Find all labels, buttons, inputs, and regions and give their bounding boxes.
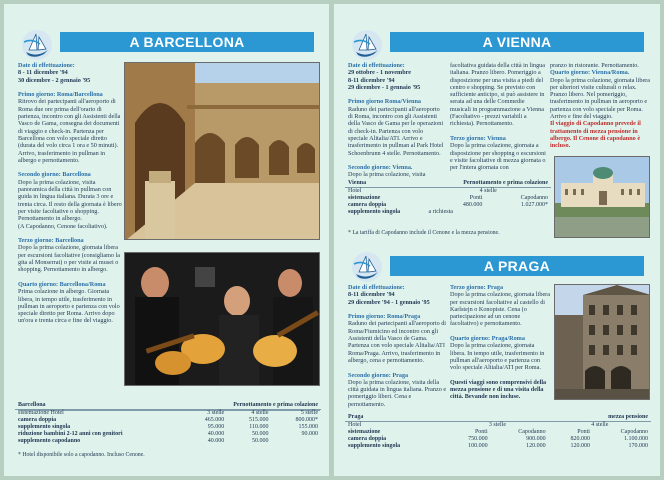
table-caption-row <box>15 402 321 410</box>
praga-day4-heading: Quarto giorno: Praga/Roma <box>450 335 525 343</box>
vienna-day4-heading: Quarto giorno: Vienna/Roma. <box>550 69 630 77</box>
barcelona-price-table <box>15 402 321 445</box>
table-row <box>345 443 651 450</box>
praga-inclusions-note: Questi viaggi sono comprensivi della mezza pensione e di una visita della città. Bevande non incluse. <box>450 378 547 401</box>
table-row-label: sistemazione <box>348 195 381 201</box>
table-row-label: camera doppia <box>348 436 387 442</box>
table-subcol-header: Capodanno <box>520 195 548 201</box>
table-subcol-header: Capodanno <box>518 429 546 435</box>
barcelona-day1-text: Ritrovo dei partecipanti all'aeroporto di Roma due ore prima dell'orario di partenza, incontro con gli Assistenti della Vasco de Gama, consegna dei documenti di viaggio e check-in. Partenza per Barcellona con volo speciale diretto (durata del volo circa 1 ora e 50 minuti). Arrivo, trasferimento in pullman in albergo e pernottamento. <box>18 98 121 164</box>
barcelona-day1-heading: Primo giorno: Roma/Barcellona <box>18 91 103 99</box>
vienna-palace-photo <box>554 156 650 238</box>
table-group-header: 4 stelle <box>591 422 609 428</box>
table-cell: 100.000 <box>468 443 488 449</box>
praga-day1-text: Raduno dei partecipanti all'aeroporto di Roma/Fiumicino ed incontro con gli Assistenti della Vasco de Gama. Partenza con volo speciale Alitalia/ATI Roma/Praga. Arrivo, trasferimento in albergo, cena e pernottamento. <box>348 320 447 364</box>
table-caption-row <box>345 180 551 188</box>
barcelona-footnote: * Hotel disponibile solo a capodanno. Incluso Cenone. <box>18 452 145 458</box>
praga-street-photo <box>554 284 650 400</box>
table-row-label: supplemento singola <box>348 209 401 215</box>
table-col-header: 4 stelle <box>251 410 269 416</box>
table-row-label: sistemazione <box>348 429 381 435</box>
table-caption-left: Vienna <box>345 180 425 188</box>
vienna-dates-heading: Date di effettuazione: <box>348 62 405 69</box>
praga-price-table <box>345 414 651 450</box>
vienna-day1-text: Raduno dei partecipanti all'aeroporto di Roma, incontro con gli Assistenti della Vasco de Gama per le operazioni di check-in. Partenza con volo speciale Alitalia/ATI. Arrivo e trasferimento in pullman al Park Hotel Schoenbrunn 4 stelle. Pernottamento. <box>348 105 444 157</box>
praga-day2-text: Dopo la prima colazione, visita della città guidata in lingua italiana. Pranzo e pomeriggio liberi. Cena e pernottamento. <box>348 378 447 408</box>
table-row <box>15 438 321 445</box>
vienna-itinerary-col2 <box>450 62 546 171</box>
vienna-col2-text: facoltativa guidata della città in lingua italiana. Pranzo libero. Pomeriggio a disposizione per una visita a piedi del centro e shopping. Se previsto con sufficiente anticipo, si può assistere in serata ad una delle Commedie musicali in programmazione a Vienna (Facoltativo - prezzi variabili a richiesta). Pernottamento. <box>450 62 546 128</box>
vienna-day4-text: Dopo la prima colazione, giornata libera per ulteriori visite culturali o relax. Pranzo libero. Nel pomeriggio, trasferimento in pullman in aeroporto e partenza con volo speciale per Roma. Arrivo e fine del viaggio. <box>550 76 650 121</box>
table-header-row <box>15 410 321 418</box>
table-group-header: 4 stelle <box>479 188 497 194</box>
table-cell <box>485 209 551 216</box>
table-cell: 1.027.000* <box>521 202 548 208</box>
table-cell: 515.000 <box>249 417 269 423</box>
table-cell: 120.000 <box>570 443 590 449</box>
vienna-itinerary-col3 <box>550 62 650 150</box>
table-caption-left: Barcellona <box>15 402 183 410</box>
table-cell: 110.000 <box>249 424 269 430</box>
table-row <box>15 431 321 438</box>
table-cell: 155.000 <box>298 424 318 430</box>
vienna-capodanno-note: Il viaggio di Capodanno prevede il trattamento di mezza pensione in albergo. Il Cenone di capodanno è incluso. <box>550 120 641 150</box>
barcelona-square-photo <box>124 62 320 240</box>
table-cell: 480.000 <box>462 202 483 208</box>
vienna-price-table <box>345 180 551 216</box>
vienna-day2-heading: Secondo giorno: Vienna. <box>348 164 413 172</box>
table-caption-right: Pernottamento e prima colazione <box>425 180 551 188</box>
table-row <box>15 417 321 424</box>
table-col-label: Hotel <box>348 188 362 194</box>
praga-day1-heading: Primo giorno: Roma/Praga <box>348 313 421 321</box>
table-row <box>345 436 651 443</box>
barcelona-day3-heading: Terzo giorno: Barcellona <box>18 237 84 245</box>
vienna-date-3: 29 dicembre - 1 gennaio '95 <box>348 83 421 91</box>
vasco-de-gama-logo-icon <box>350 28 384 62</box>
barcelona-day4-heading: Quarto giorno: Barcellona/Roma <box>18 280 106 288</box>
table-row <box>345 429 651 436</box>
table-cell: 50.000 <box>252 431 269 437</box>
table-caption-left: Praga <box>345 414 446 422</box>
table-subcol-header: Ponti <box>469 195 483 201</box>
table-caption-row <box>345 414 651 422</box>
table-caption-right: mezza pensione <box>446 414 651 422</box>
vienna-day3-text: Dopo la prima colazione, giornata a disposizione per shopping o escursioni e visite facoltative di mezza giornata o per l'intera giornata con <box>450 142 546 172</box>
barcelona-date-2: 30 dicembre - 2 gennaio '95 <box>18 76 91 84</box>
barcelona-date-1: 8 - 11 dicembre '94 <box>18 69 68 77</box>
table-cell <box>272 438 322 445</box>
table-header-row <box>345 422 651 430</box>
vienna-itinerary-col1 <box>348 62 444 179</box>
barcelona-day2-note: (A Capodanno, Cenone facoltativo). <box>18 222 108 230</box>
page-barcelona <box>4 4 330 476</box>
praga-date-1: 8-11 dicembre '94 <box>348 291 395 299</box>
table-col-header: 3 stelle <box>207 410 225 416</box>
table-cell: 800.000* <box>295 417 318 423</box>
vienna-day2-text: Dopo la prima colazione, visita <box>348 171 426 179</box>
barcelona-title-banner: A BARCELLONA <box>60 32 314 52</box>
praga-dates-heading: Date di effettuazione: <box>348 284 405 291</box>
table-row <box>345 195 551 202</box>
table-subcol-header: Capodanno <box>620 429 648 435</box>
table-row-label: supplemento singola <box>348 443 401 449</box>
table-cell: 465.000 <box>204 417 225 423</box>
praga-itinerary-col2 <box>450 284 550 401</box>
vienna-date-2: 8-11 dicembre '94 <box>348 76 395 84</box>
vienna-day3-heading: Terzo giorno: Vienna <box>450 134 506 142</box>
table-row-label: camera doppia <box>348 202 387 208</box>
table-subcol-header: Ponti <box>474 429 488 435</box>
vienna-date-1: 29 ottobre - 1 novembre <box>348 69 412 77</box>
table-cell: 750.000 <box>468 436 488 442</box>
table-header-row <box>345 188 551 196</box>
table-cell: 120.000 <box>526 443 546 449</box>
barcelona-day3-text: Dopo la prima colazione, giornata libera per escursioni facoltative (consigliamo la gita al Monserrat) o per visite ai musei o shopping. Pernottamento in albergo. <box>18 244 121 274</box>
table-col-label: Hotel <box>348 422 362 428</box>
barcelona-day4-text: Prima colazione in albergo. Giornata libera, in tempo utile, trasferimento in pullman in aeroporto e partenza con volo speciale diretto per Roma. Arrivo dopo un'ora e trenta circa e fine del viaggio. <box>18 288 120 325</box>
barcelona-musicians-photo <box>124 252 320 386</box>
table-caption-right: Pernottamento e prima colazione <box>183 402 321 410</box>
barcelona-day2-text: Dopo la prima colazione, visita panoramica della città in pullman con guida in lingua italiana. Durata 3 ore e trenta circa. Il resto della giornata è libero per visite facoltative o shopping. Pernottamento in albergo. <box>18 178 122 223</box>
praga-day2-heading: Secondo giorno: Praga <box>348 371 409 379</box>
barcelona-day2-heading: Secondo giorno: Barcellona <box>18 171 91 179</box>
table-cell: 95.000 <box>207 424 225 430</box>
table-row-label: riduzione bambini 2-12 anni con genitori <box>18 431 123 437</box>
table-cell: 900.000 <box>526 436 546 442</box>
vienna-footnote: * La tariffa di Capodanno include il Cenone e la mezza pensione. <box>348 230 500 236</box>
vasco-de-gama-logo-icon <box>20 28 54 62</box>
table-row <box>345 202 551 209</box>
vasco-de-gama-logo-icon <box>350 250 384 284</box>
praga-itinerary-col1 <box>348 284 448 408</box>
table-row-label: supplemento singola <box>18 424 71 430</box>
vienna-title-banner: A VIENNA <box>390 32 644 52</box>
praga-day4-text: Dopo la prima colazione, giornata libera. In tempo utile, trasferimento in pullman all'aeroporto e partenza con volo speciale Alitalia/ATI per Roma. <box>450 342 545 372</box>
table-cell: 1.100.000 <box>624 436 648 442</box>
table-cell: 170.000 <box>628 443 648 449</box>
table-row <box>345 209 551 216</box>
barcelona-itinerary-text <box>18 62 122 325</box>
praga-day3-heading: Terzo giorno: Praga <box>450 284 504 291</box>
vienna-col3-text: pranzo in ristorante. Pernottamento. <box>550 62 639 69</box>
barcelona-dates-heading: Date di effettuazione: <box>18 62 75 69</box>
praga-date-2: 29 dicembre '94 - 1 gennaio '95 <box>348 298 430 306</box>
table-cell: 40.000 <box>207 431 225 437</box>
table-cell: 820.000 <box>570 436 590 442</box>
table-row-label: supplemento capodanno <box>18 438 81 444</box>
page-vienna-praga <box>334 4 660 476</box>
table-group-header: 3 stelle <box>488 422 506 428</box>
table-row <box>15 424 321 431</box>
table-cell: 40.000 <box>207 438 225 444</box>
table-row-label: camera doppia <box>18 417 57 423</box>
vienna-day1-heading: Primo giorno Roma/Vienna <box>348 98 421 106</box>
praga-day3-text: Dopo la prima colazione, giornata libera per escursioni facoltative al castello di Karlstejn o Konopiste. Cena (o partecipazione ad un cenone facoltativo) e pernottamento. <box>450 291 550 328</box>
table-cell: a richiesta <box>428 209 453 215</box>
table-cell: 50.000 <box>252 438 269 444</box>
praga-title-banner: A PRAGA <box>390 256 644 276</box>
table-col-label: sistemazione Hotel <box>18 410 64 416</box>
table-subcol-header: Ponti <box>577 429 590 435</box>
table-col-header: 5 stelle <box>300 410 318 416</box>
table-cell: 90.000 <box>301 431 318 437</box>
